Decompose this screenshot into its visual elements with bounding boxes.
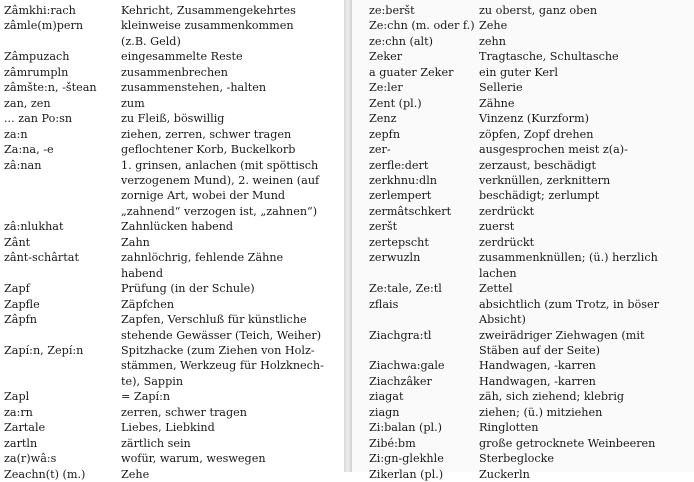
entry-headword: ... zan Po:sn	[4, 112, 73, 126]
dictionary-entry	[4, 281, 342, 296]
entry-definition: Sellerie	[479, 81, 523, 95]
dictionary-entry	[4, 49, 342, 64]
dictionary-entry	[369, 420, 691, 435]
entry-definition: zahnlöchrig, fehlende Zähne habend	[121, 251, 284, 280]
dictionary-entry	[369, 49, 691, 64]
dictionary-entry	[369, 111, 691, 126]
entry-definition: Zuckerln	[479, 467, 530, 481]
entry-definition: zäh, sich ziehend; klebrig	[479, 390, 625, 404]
dictionary-entry	[369, 374, 691, 389]
entry-definition: Ringlotten	[479, 421, 539, 435]
dictionary-entry	[369, 3, 691, 18]
dictionary-entry	[369, 389, 691, 404]
dictionary-entry	[4, 3, 342, 18]
entry-definition: zerdrückt	[479, 204, 535, 218]
entry-headword: zâ:nan	[4, 158, 42, 172]
dictionary-entry	[4, 297, 342, 312]
entry-definition: zuerst	[479, 220, 515, 234]
entry-definition: Zäpfchen	[121, 297, 175, 311]
entry-headword: Zeker	[369, 50, 403, 64]
dictionary-entry	[4, 436, 342, 451]
dictionary-entry	[369, 297, 691, 328]
entry-headword: Zartale	[4, 421, 46, 435]
entry-headword: Zikerlan (pl.)	[369, 467, 444, 481]
entry-definition: wofür, warum, weswegen	[121, 452, 266, 466]
dictionary-entry	[4, 312, 342, 343]
entry-headword: Za:na, -e	[4, 143, 54, 157]
entry-headword: ze:beršt	[369, 4, 415, 17]
entry-definition: Liebes, Liebkind	[121, 421, 215, 435]
entry-definition: Zettel	[479, 282, 513, 296]
dictionary-entry	[369, 158, 691, 173]
entry-headword: Ze:ler	[369, 81, 403, 95]
dictionary-entry	[4, 389, 342, 404]
entry-definition: zusammenstehen, -halten	[121, 81, 267, 95]
dictionary-entry	[4, 420, 342, 435]
entry-definition: Zähne	[479, 96, 515, 110]
entry-headword: Ze:tale, Ze:tl	[369, 282, 442, 296]
entry-definition: ein guter Kerl	[479, 65, 558, 79]
entry-headword: zâmrumpln	[4, 65, 69, 79]
entry-headword: zan, zen	[4, 96, 51, 110]
entry-headword: Ziachzâker	[369, 374, 432, 388]
entry-definition: ziehen, zerren, schwer tragen	[121, 127, 292, 141]
dictionary-entry	[369, 436, 691, 451]
entry-definition: zerren, schwer tragen	[121, 405, 247, 419]
entry-headword: ze:chn (alt)	[369, 34, 433, 48]
entry-definition: Zehe	[479, 19, 508, 33]
entry-headword: Ziachgra:tl	[369, 328, 432, 342]
entry-headword: zâmle(m)pern	[4, 19, 84, 33]
entry-definition: zehn	[479, 34, 506, 48]
dictionary-entry	[4, 80, 342, 95]
dictionary-entry	[369, 142, 691, 157]
dictionary-entry	[4, 235, 342, 250]
entry-definition: zu oberst, ganz oben	[479, 4, 598, 17]
entry-headword: a guater Zeker	[369, 65, 454, 79]
entry-headword: za(r)wâ:s	[4, 452, 57, 466]
entry-headword: zerlempert	[369, 189, 432, 203]
entry-headword: Zi:gn-glekhle	[369, 452, 444, 466]
entry-headword: zerfle:dert	[369, 158, 429, 172]
dictionary-entry	[369, 467, 691, 482]
entry-headword: Zapfle	[4, 297, 40, 311]
entry-headword: zâmšte:n, -štean	[4, 81, 97, 95]
entry-definition: absichtlich (zum Trotz, in böser Absicht)	[479, 297, 659, 327]
entry-headword: zeršt	[369, 220, 398, 234]
entry-headword: Zapí:n, Zepí:n	[4, 343, 84, 357]
entry-definition: ausgesprochen meist z(a)-	[479, 143, 628, 157]
entry-headword: za:rn	[4, 405, 33, 419]
entry-headword: Ze:chn (m. oder f.)	[369, 19, 475, 33]
dictionary-entry	[369, 328, 691, 359]
dictionary-entry	[369, 173, 691, 188]
entry-definition: zöpfen, Zopf drehen	[479, 127, 594, 141]
entry-definition: kleinweise zusammenkommen (z.B. Geld)	[121, 19, 294, 48]
dictionary-entry	[369, 281, 691, 296]
entry-headword: zerkhnu:dln	[369, 173, 437, 187]
dictionary-entry	[4, 250, 342, 281]
dictionary-entry	[369, 96, 691, 111]
dictionary-entry	[369, 80, 691, 95]
entry-headword: Zânt	[4, 235, 31, 249]
book-gutter	[344, 0, 352, 472]
dictionary-entry	[4, 65, 342, 80]
entry-headword: Zâpfn	[4, 313, 37, 327]
entry-definition: Zahn	[121, 235, 150, 249]
entry-definition: Handwagen, -karren	[479, 374, 596, 388]
entry-headword: ziagat	[369, 390, 404, 404]
right-page	[352, 0, 694, 481]
dictionary-entry	[4, 96, 342, 111]
entry-headword: zânt-schârtat	[4, 251, 79, 265]
entry-headword: Zeachn(t) (m.)	[4, 467, 86, 481]
entry-definition: zusammenbrechen	[121, 65, 228, 79]
entry-definition: = Zapí:n	[121, 390, 171, 404]
dictionary-entry	[369, 18, 691, 33]
entry-definition: zum	[121, 96, 145, 110]
entry-headword: Zibé:bm	[369, 436, 416, 450]
left-entry-list	[4, 3, 342, 482]
entry-headword: zertepscht	[369, 235, 429, 249]
entry-headword: Zâmkhi:rach	[4, 4, 76, 17]
dictionary-entry	[4, 405, 342, 420]
dictionary-entry	[369, 219, 691, 234]
dictionary-entry	[369, 250, 691, 281]
dictionary-entry	[4, 158, 342, 220]
entry-headword: zermâtschkert	[369, 204, 452, 218]
entry-headword: zâ:nlukhat	[4, 220, 64, 234]
entry-headword: zflais	[369, 297, 399, 311]
dictionary-entry	[369, 65, 691, 80]
dictionary-entry	[4, 18, 342, 49]
entry-headword: zer-	[369, 143, 391, 157]
entry-definition: zerzaust, beschädigt	[479, 158, 597, 172]
entry-headword: Zapf	[4, 282, 30, 296]
entry-definition: 1. grinsen, anlachen (mit spöttisch verzogenem Mund), 2. weinen (auf zornige Art, wobei der Mund „zahnend“ verzogen ist, „zahnen“)	[121, 158, 320, 218]
entry-definition: Kehricht, Zusammengekehrtes	[121, 4, 296, 17]
entry-definition: ziehen; (ü.) mitziehen	[479, 405, 603, 419]
entry-definition: zu Fleiß, böswillig	[121, 112, 225, 126]
dictionary-entry	[369, 127, 691, 142]
entry-headword: Zâmpuzach	[4, 50, 70, 64]
entry-headword: ziagn	[369, 405, 400, 419]
dictionary-entry	[4, 219, 342, 234]
entry-headword: zartln	[4, 436, 38, 450]
entry-definition: Zehe	[121, 467, 150, 481]
dictionary-entry	[369, 34, 691, 49]
entry-definition: Zahnlücken habend	[121, 220, 234, 234]
dictionary-entry	[4, 142, 342, 157]
entry-definition: Zapfen, Verschluß für künstliche stehende Gewässer (Teich, Weiher)	[121, 313, 322, 342]
dictionary-entry	[4, 467, 342, 482]
entry-definition: verknüllen, zerknittern	[479, 173, 611, 187]
entry-definition: eingesammelte Reste	[121, 50, 243, 64]
entry-definition: Vinzenz (Kurzform)	[479, 112, 589, 126]
dictionary-entry	[369, 235, 691, 250]
entry-definition: zärtlich sein	[121, 436, 191, 450]
entry-headword: zerwuzln	[369, 251, 421, 265]
entry-definition: geflochtener Korb, Buckelkorb	[121, 143, 296, 157]
entry-definition: Prüfung (in der Schule)	[121, 282, 255, 296]
entry-definition: beschädigt; zerlumpt	[479, 189, 600, 203]
dictionary-entry	[369, 204, 691, 219]
entry-definition: Tragtasche, Schultasche	[479, 50, 619, 64]
right-entry-list	[369, 3, 691, 482]
entry-definition: Handwagen, -karren	[479, 359, 596, 373]
entry-headword: za:n	[4, 127, 28, 141]
entry-definition: zerdrückt	[479, 235, 535, 249]
left-page	[0, 0, 344, 481]
dictionary-entry	[369, 358, 691, 373]
entry-definition: Spitzhacke (zum Ziehen von Holz- stämmen, Werkzeug für Holzknech- te), Sappin	[121, 343, 324, 388]
dictionary-entry	[369, 405, 691, 420]
entry-headword: zepfn	[369, 127, 401, 141]
dictionary-entry	[4, 111, 342, 126]
dictionary-entry	[4, 451, 342, 466]
dictionary-entry	[4, 343, 342, 389]
entry-definition: große getrocknete Weinbeeren	[479, 436, 656, 450]
entry-headword: Zent (pl.)	[369, 96, 422, 110]
dictionary-entry	[4, 127, 342, 142]
entry-definition: Sterbeglocke	[479, 452, 555, 466]
entry-headword: Zi:balan (pl.)	[369, 421, 442, 435]
dictionary-entry	[369, 451, 691, 466]
entry-definition: zweirädriger Ziehwagen (mit Stäben auf der Seite)	[479, 328, 645, 357]
entry-headword: Zenz	[369, 112, 397, 126]
entry-definition: zusammenknüllen; (ü.) herzlich lachen	[479, 251, 658, 280]
entry-headword: Ziachwa:gale	[369, 359, 445, 373]
entry-headword: Zapl	[4, 390, 30, 404]
dictionary-entry	[369, 188, 691, 203]
